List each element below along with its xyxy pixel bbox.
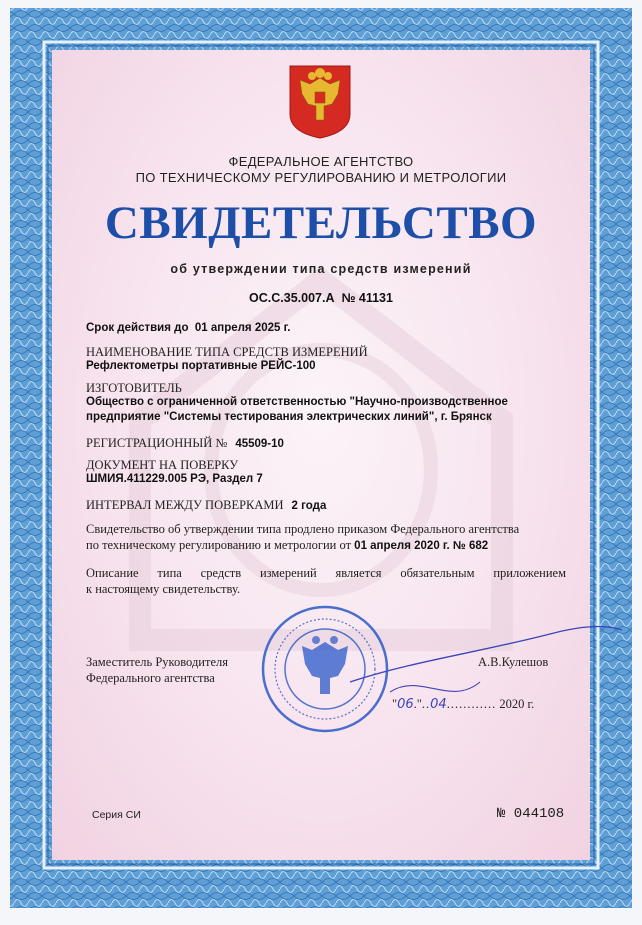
validity-line (86, 322, 290, 334)
validity-date: 01 апреля 2025 г. (194, 322, 291, 334)
extension-line-2-text: по техническому регулированию и метрологии от (86, 538, 352, 552)
validity-label: Срок действия до (86, 322, 189, 334)
certificate-code: OC.C.35.007.A (249, 291, 335, 305)
extension-line-1: Свидетельство об утверждении типа продлено приказом Федерального агентства (86, 522, 520, 536)
description-line-1: Описание типа средств измерений является обязательным приложением (86, 566, 566, 580)
sign-date-month: 04 (430, 697, 447, 712)
coat-of-arms-icon (288, 64, 352, 140)
sign-date: "06."..04............ 2020 г. (392, 697, 535, 712)
registration-value: 45509-10 (235, 438, 284, 450)
signatory-position-line-1: Заместитель Руководителя (86, 655, 228, 669)
series-label: Серия СИ (92, 809, 141, 821)
signatory-name: А.В.Кулешов (478, 655, 549, 669)
registration-line (86, 434, 284, 452)
extension-line-2 (86, 537, 566, 554)
verification-doc-value: ШМИЯ.411229.005 РЭ, Раздел 7 (86, 473, 263, 485)
description-line-2: к настоящему свидетельству. (86, 582, 241, 596)
instrument-label: НАИМЕНОВАНИЕ ТИПА СРЕДСТВ ИЗМЕРЕНИЙ (86, 345, 368, 359)
agency-line-2: ПО ТЕХНИЧЕСКОМУ РЕГУЛИРОВАНИЮ И МЕТРОЛОГИИ (135, 170, 507, 185)
blank-number: № 044108 (497, 806, 565, 822)
extension-order: 01 апреля 2020 г. № 682 (354, 540, 489, 552)
extension-paragraph (86, 521, 566, 554)
agency-line-1: ФЕДЕРАЛЬНОЕ АГЕНТСТВО (228, 154, 414, 169)
sign-date-year: 2020 г. (499, 697, 535, 711)
certificate-subtitle: об утверждении типа средств измерений (170, 262, 472, 276)
certificate-number-line (0, 291, 642, 305)
manufacturer-label: ИЗГОТОВИТЕЛЬ (86, 381, 182, 395)
manufacturer-line-1: Общество с ограниченной ответственностью "Научно-производственное (86, 396, 508, 408)
sign-date-day: 06 (397, 697, 414, 712)
interval-value: 2 года (291, 500, 327, 512)
signatory-position-line-2: Федерального агентства (86, 671, 215, 685)
signatory-position (86, 654, 228, 686)
official-stamp-icon (260, 604, 390, 734)
verification-doc-label: ДОКУМЕНТ НА ПОВЕРКУ (86, 458, 239, 472)
manufacturer-line-2: предприятие "Системы тестирования электрических линий", г. Брянск (86, 411, 492, 423)
description-paragraph (86, 565, 566, 597)
certificate-number: 41131 (358, 291, 393, 305)
registration-label: РЕГИСТРАЦИОННЫЙ № (86, 436, 228, 450)
interval-label: ИНТЕРВАЛ МЕЖДУ ПОВЕРКАМИ (86, 498, 284, 512)
number-sign: № (341, 291, 356, 305)
interval-line (86, 496, 326, 514)
certificate-title: СВИДЕТЕЛЬСТВО (104, 197, 538, 249)
instrument-value: Рефлектометры портативные РЕЙС-100 (86, 360, 316, 372)
